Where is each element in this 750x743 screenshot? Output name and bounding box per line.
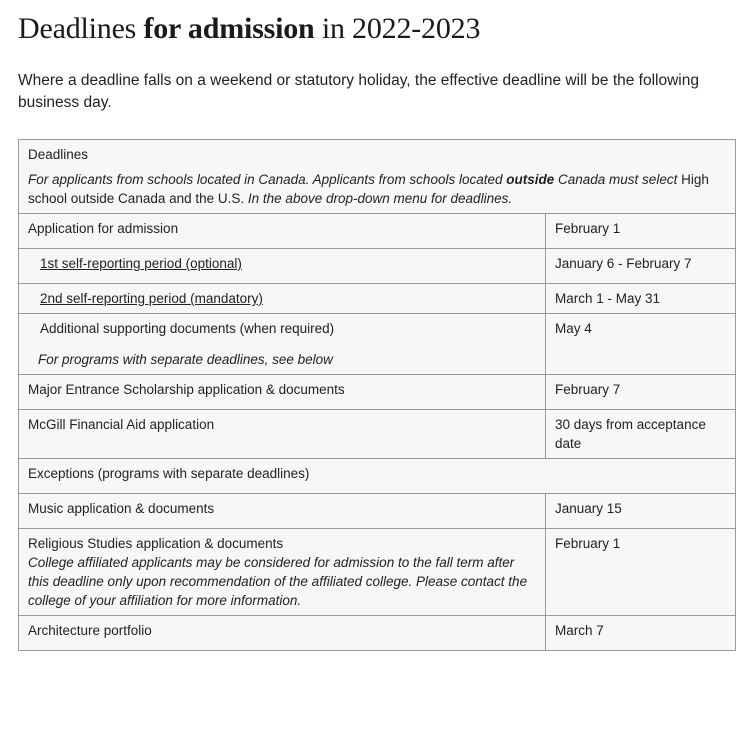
row-label: Application for admission xyxy=(19,214,546,249)
table-row xyxy=(19,214,736,249)
row-note: College affiliated applicants may be considered for admission to the fall term after this deadline only upon recommendation of the affiliated college. Please contact the college of your affiliation for more information. xyxy=(28,555,528,608)
row-date: January 15 xyxy=(546,494,736,529)
title-suffix: in 2022-2023 xyxy=(314,12,481,45)
row-label: McGill Financial Aid application xyxy=(19,410,546,459)
table-row xyxy=(19,494,736,529)
deadlines-table xyxy=(18,139,736,651)
heading-note-part2: Canada must select xyxy=(554,172,682,187)
table-heading-note xyxy=(28,170,726,208)
table-row xyxy=(19,284,736,314)
row-label-cell xyxy=(19,249,546,284)
table-row xyxy=(19,529,736,616)
table-row xyxy=(19,249,736,284)
row-date: February 1 xyxy=(546,529,736,616)
row-label: Additional supporting documents (when required) xyxy=(40,321,335,336)
row-label: Major Entrance Scholarship application & documents xyxy=(19,375,546,410)
intro-paragraph: Where a deadline falls on a weekend or statutory holiday, the effective deadline will be the following business day. xyxy=(18,72,699,111)
title-bold: for admission xyxy=(143,12,315,45)
page-title xyxy=(18,12,480,46)
row-date: February 1 xyxy=(546,214,736,249)
title-prefix: Deadlines xyxy=(18,12,144,45)
second-self-reporting-link[interactable]: 2nd self-reporting period (mandatory) xyxy=(40,291,263,306)
row-label-cell xyxy=(19,529,546,616)
table-row xyxy=(19,616,736,651)
table-heading: Deadlines xyxy=(28,147,89,162)
table-row xyxy=(19,314,736,375)
table-row xyxy=(19,375,736,410)
heading-note-part1: For applicants from schools located in Canada. Applicants from schools located xyxy=(28,172,507,187)
row-note: For programs with separate deadlines, see below xyxy=(38,352,333,367)
row-date: February 7 xyxy=(546,375,736,410)
row-label: Architecture portfolio xyxy=(19,616,546,651)
row-label-cell xyxy=(19,314,546,375)
row-label: Music application & documents xyxy=(19,494,546,529)
row-date: January 6 - February 7 xyxy=(546,249,736,284)
row-label-cell xyxy=(19,284,546,314)
row-date: May 4 xyxy=(546,314,736,375)
exceptions-heading: Exceptions (programs with separate deadlines) xyxy=(19,459,736,494)
row-date: 30 days from acceptance date xyxy=(546,410,736,459)
table-header-row xyxy=(19,140,736,214)
row-label: Religious Studies application & documents xyxy=(28,536,284,551)
row-date: March 7 xyxy=(546,616,736,651)
row-date: March 1 - May 31 xyxy=(546,284,736,314)
heading-note-emph: outside xyxy=(506,172,555,187)
heading-note-part3: In the above drop-down menu for deadlines. xyxy=(244,191,513,206)
exceptions-header-row xyxy=(19,459,736,494)
first-self-reporting-link[interactable]: 1st self-reporting period (optional) xyxy=(40,256,242,271)
heading-note-plain: High school outside Canada and the U.S. xyxy=(28,172,709,206)
table-row xyxy=(19,410,736,459)
table-heading-cell xyxy=(19,140,736,214)
